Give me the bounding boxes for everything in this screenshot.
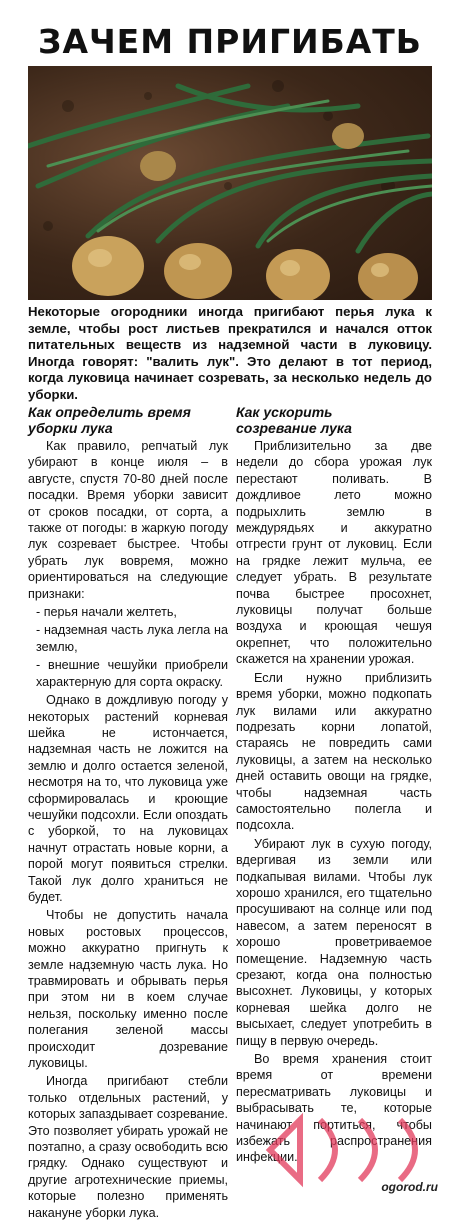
left-paragraph: Однако в дождливую погоду у некоторых растений корневая шейка не истончается, надземная часть не ложится на землю и долго остается зеленой, несмотря на то, что луковица уже сформировалась и кроющие чешуйки подсохли. Если опоздать с уборкой, то на луковицах начнут отрастать новые корни, а порой могут появиться стрелки. Такой лук долго храниться не будет. [28, 693, 228, 904]
left-paragraph: Иногда пригибают стебли только отдельных растений, у которых запаздывает созревание. Это позволяет убирать урожай не поэтапно, а сразу освободить всю грядку. Однако существуют и другие агротехнические приемы, которые полезно применять накануне уборки лука. [28, 1074, 228, 1220]
right-heading [236, 405, 432, 436]
source-label[interactable]: ogorod.ru [381, 1180, 438, 1194]
right-heading-line-2: созревание лука [236, 419, 352, 436]
right-paragraph: Убирают лук в сухую погоду, вдергивая из земли или подкапывая вилами. Чтобы лук хорошо хранился, его тщательно просушивают на солнце или под навесом, а затем переносят в хорошо проветриваемое помещение. Надземную часть срезают, когда она полностью высохнет. Луковицы, у которых корневая шейка долго не высыхает, следует употребить в пищу в первую очередь. [236, 836, 432, 1048]
right-paragraph: Приблизительно за две недели до сбора урожая лук перестают поливать. В дождливое лето можно подрыхлить землю в междурядьях и аккуратно отгрести грунт от луковиц. Если на грядке лежит мульча, ее следует убрать. В результате почва быстрее просохнет, луковицы получат больше воздуха и кроющая чешуя окрепнет, что положительно скажется на хранении урожая. [236, 439, 432, 667]
left-heading [28, 405, 228, 436]
lead-paragraph: Некоторые огородники иногда пригибают перья лука к земле, чтобы рост листьев прекратился и начался отток питательных веществ из надземной части в луковицу. Иногда говорят: "валить лук". Это делают в тот период, когда луковица начинает созревать, за несколько недель до уборки. [28, 304, 432, 402]
right-column [236, 405, 432, 1168]
left-column [28, 405, 228, 1223]
right-heading-line-1: Как ускорить [236, 404, 333, 420]
right-paragraph: Во время хранения стоит время от времени пересматривать луковицы и выбрасывать те, которые начинают портиться, чтобы избежать распространения инфекции. [236, 1052, 432, 1165]
left-list-item: - внешние чешуйки приобрели характерную для сорта окраску. [36, 658, 228, 689]
right-paragraph: Если нужно приблизить время уборки, можно подкопать лук вилами или аккуратно подрезать корни лопатой, стараясь не повредить сами луковицы, а затем на несколько дней оставить овощи на грядке, чтобы надземная часть самостоятельно полегла и подсохла. [236, 670, 432, 833]
onion-photo [28, 66, 432, 300]
left-heading-line-1: Как определить время [28, 404, 191, 420]
left-heading-line-2: уборки лука [28, 419, 113, 436]
page-title: ЗАЧЕМ ПРИГИБАТЬ [38, 22, 422, 61]
left-list-item: - надземная часть лука легла на землю, [36, 623, 228, 654]
left-paragraph: Как правило, репчатый лук убирают в конце июля – в августе, спустя 70-80 дней после посадки. Время уборки зависит от сроков посадки, от сорта, а также от погоды: в жаркую погоду лук созревает быстрее. Чтобы убрать лук вовремя, можно ориентироваться на следующие признаки: [28, 439, 228, 601]
left-list-item: - перья начали желтеть, [36, 605, 177, 620]
left-paragraph: Чтобы не допустить начала новых ростовых процессов, можно аккуратно пригнуть к земле надземную часть лука. Но травмировать и обрывать перья при этом ни в коем случае нельзя, поскольку именно после полегания зеленой массы происходит дозревание луковицы. [28, 908, 228, 1071]
